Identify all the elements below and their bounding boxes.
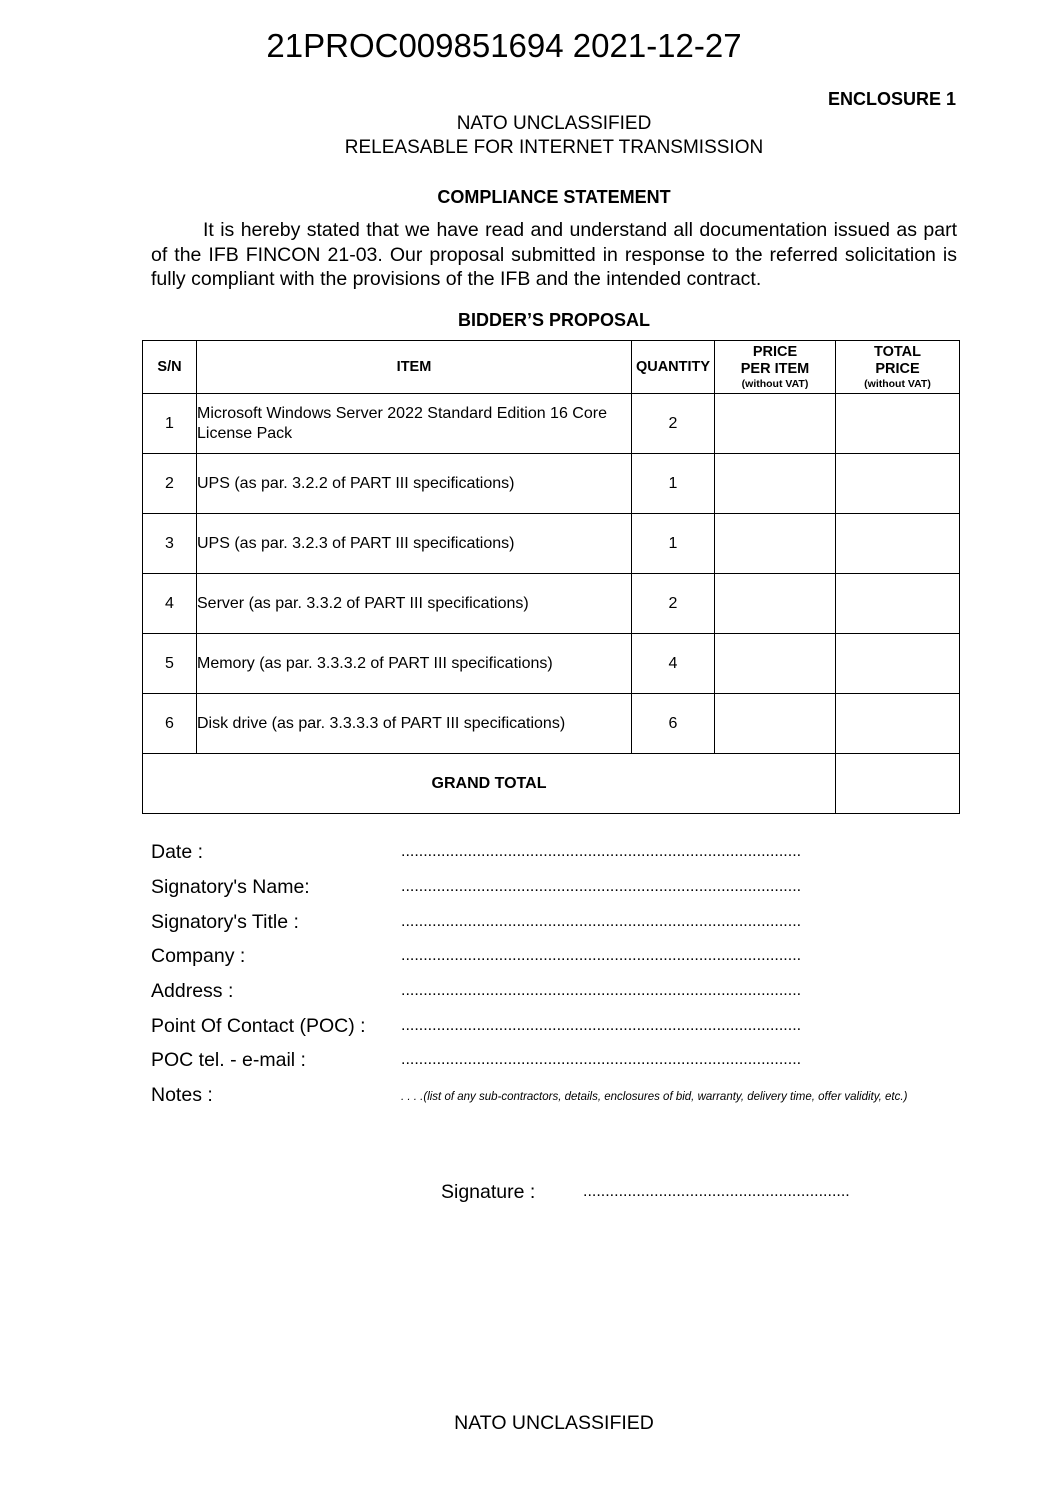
row-quantity: 6: [632, 694, 715, 754]
row-total-price-cell[interactable]: [836, 394, 960, 454]
row-item: Disk drive (as par. 3.3.3.3 of PART III specifications): [197, 694, 632, 754]
header-total-note: (without VAT): [864, 378, 931, 390]
row-total-price-cell[interactable]: [836, 634, 960, 694]
row-total-price-cell[interactable]: [836, 694, 960, 754]
row-quantity: 1: [632, 454, 715, 514]
poc-contact-label: POC tel. - e-mail :: [151, 1049, 306, 1071]
form-row-date: [151, 840, 957, 875]
header-price-line-2: PER ITEM: [740, 361, 810, 377]
row-total-price-cell[interactable]: [836, 514, 960, 574]
header-item: ITEM: [197, 341, 632, 394]
poc-label: Point Of Contact (POC) :: [151, 1015, 366, 1037]
row-total-price-cell[interactable]: [836, 454, 960, 514]
row-item: Memory (as par. 3.3.3.2 of PART III specifications): [197, 634, 632, 694]
compliance-text: It is hereby stated that we have read and understand all documentation issued as part of the IFB FINCON 21-03. Our proposal submitted in response to the referred solicitation is fully compliant with the provisions of the IFB and the intended contract.: [151, 219, 957, 290]
header-total-price: [836, 341, 960, 394]
form-row-company: [151, 944, 957, 979]
row-sn: 4: [143, 574, 197, 634]
row-price-per-item-cell[interactable]: [715, 574, 836, 634]
header-sn: S/N: [143, 341, 197, 394]
form-row-poc-contact: [151, 1048, 957, 1083]
compliance-title: COMPLIANCE STATEMENT: [437, 187, 671, 207]
enclosure-label: ENCLOSURE 1: [827, 89, 956, 109]
signatory-title-field[interactable]: ..........................................................................................: [401, 913, 802, 930]
form-row-poc: [151, 1014, 957, 1049]
form-row-address: [151, 979, 957, 1014]
row-total-price-cell[interactable]: [836, 574, 960, 634]
poc-contact-field[interactable]: ..........................................................................................: [401, 1051, 802, 1068]
proposal-title: BIDDER’S PROPOSAL: [457, 310, 651, 330]
poc-field[interactable]: ..........................................................................................: [401, 1017, 802, 1034]
form-row-signatory-title: [151, 910, 957, 945]
signatory-title-label: Signatory's Title :: [151, 911, 299, 933]
table-row: [143, 514, 960, 574]
table-row: [143, 634, 960, 694]
row-sn: 6: [143, 694, 197, 754]
row-sn: 1: [143, 394, 197, 454]
proposal-table: [142, 340, 960, 814]
company-field[interactable]: ..........................................................................................: [401, 947, 802, 964]
row-sn: 5: [143, 634, 197, 694]
notes-label: Notes :: [151, 1084, 213, 1106]
table-row: [143, 574, 960, 634]
header-price-per-item: [715, 341, 836, 394]
date-field[interactable]: ..........................................................................................: [401, 843, 802, 860]
document-id: 21PROC009851694 2021-12-27: [266, 27, 742, 64]
grand-total-cell[interactable]: [836, 754, 960, 814]
header-quantity: QUANTITY: [632, 341, 715, 394]
classification-line-2: RELEASABLE FOR INTERNET TRANSMISSION: [344, 137, 764, 158]
row-price-per-item-cell[interactable]: [715, 454, 836, 514]
row-item: Microsoft Windows Server 2022 Standard Edition 16 Core License Pack: [197, 394, 632, 454]
row-price-per-item-cell[interactable]: [715, 394, 836, 454]
row-price-per-item-cell[interactable]: [715, 634, 836, 694]
row-item: Server (as par. 3.3.2 of PART III specifications): [197, 574, 632, 634]
row-quantity: 1: [632, 514, 715, 574]
header-price-note: (without VAT): [741, 378, 809, 390]
header-price-line-1: PRICE: [752, 344, 798, 360]
classification-line-1: NATO UNCLASSIFIED: [456, 113, 652, 134]
table-row: [143, 694, 960, 754]
grand-total-label: GRAND TOTAL: [143, 754, 836, 814]
header-total-line-2: PRICE: [875, 361, 920, 377]
table-row: [143, 394, 960, 454]
footer-classification: NATO UNCLASSIFIED: [454, 1412, 654, 1434]
header-total-line-1: TOTAL: [874, 344, 921, 360]
signature-label: Signature :: [441, 1181, 536, 1203]
row-price-per-item-cell[interactable]: [715, 694, 836, 754]
proposal-header-row: [143, 341, 960, 394]
table-row: [143, 454, 960, 514]
row-price-per-item-cell[interactable]: [715, 514, 836, 574]
form-row-notes: [151, 1083, 957, 1118]
row-quantity: 2: [632, 574, 715, 634]
signatory-name-label: Signatory's Name:: [151, 876, 310, 898]
row-item: UPS (as par. 3.2.2 of PART III specifications): [197, 454, 632, 514]
signatory-name-field[interactable]: ..........................................................................................: [401, 878, 802, 895]
row-quantity: 4: [632, 634, 715, 694]
notes-field[interactable]: . . . .(list of any sub-contractors, details, enclosures of bid, warranty, delivery time, offer validity, etc.): [401, 1091, 908, 1103]
date-label: Date :: [151, 841, 204, 863]
grand-total-row: [143, 754, 960, 814]
address-label: Address :: [151, 980, 234, 1002]
row-item: UPS (as par. 3.2.3 of PART III specifications): [197, 514, 632, 574]
signature-field[interactable]: ............................................................: [583, 1183, 850, 1200]
row-sn: 2: [143, 454, 197, 514]
row-quantity: 2: [632, 394, 715, 454]
company-label: Company :: [151, 945, 246, 967]
form-row-signatory-name: [151, 875, 957, 910]
row-sn: 3: [143, 514, 197, 574]
address-field[interactable]: ..........................................................................................: [401, 982, 802, 999]
